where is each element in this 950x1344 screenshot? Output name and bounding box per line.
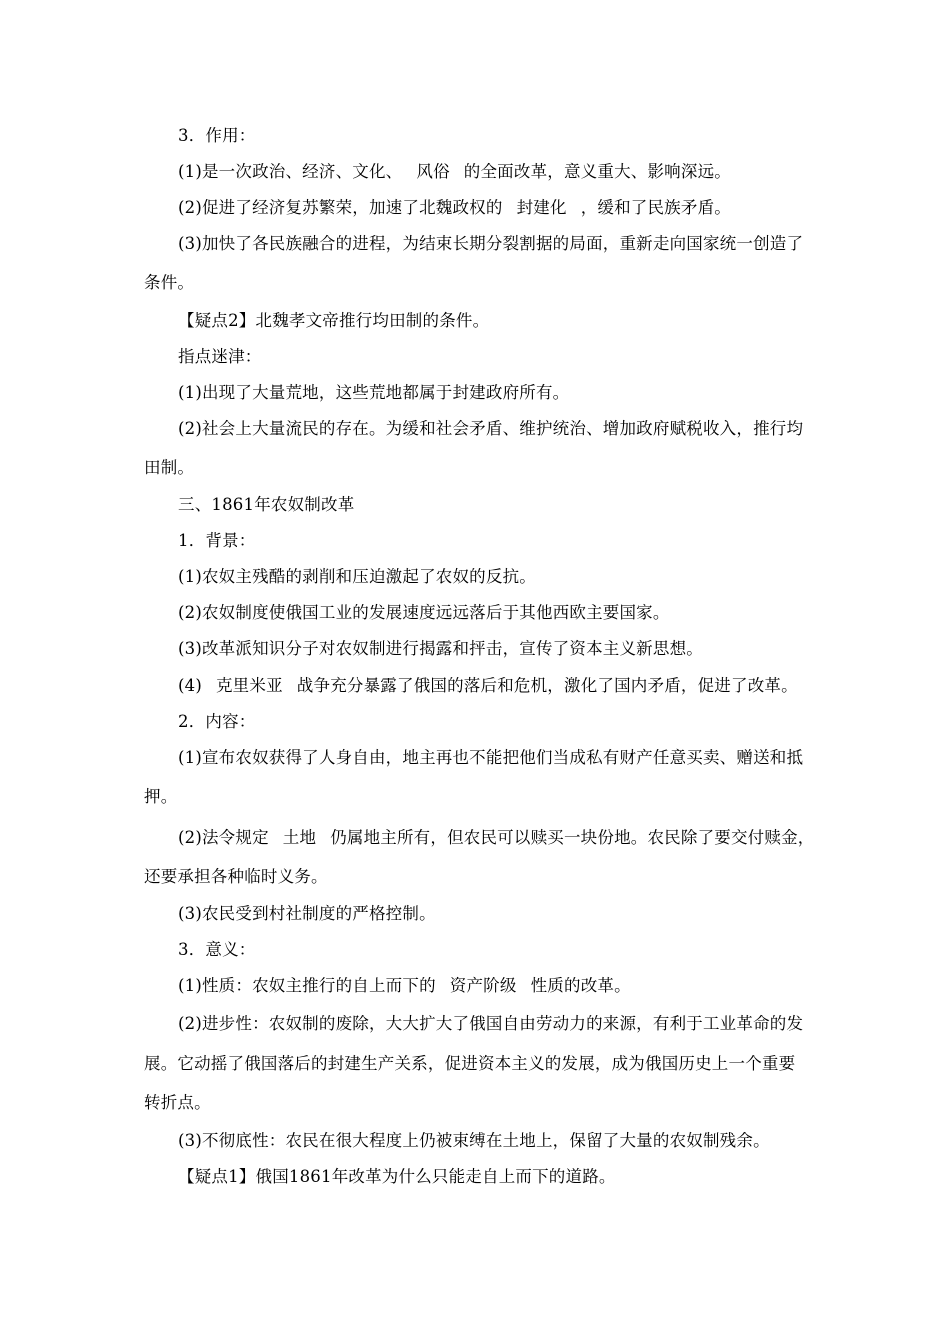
paragraph-effect-3: (3)加快了各民族融合的进程，为结束长期分裂割据的局面，重新走向国家统一创造了 bbox=[178, 234, 804, 253]
guidance-item-2-cont: 田制。 bbox=[144, 458, 195, 477]
background-item-2: (2)农奴制度使俄国工业的发展速度远远落后于其他西欧主要国家。 bbox=[178, 603, 670, 622]
paragraph-effect-2: (2)促进了经济复苏繁荣，加速了北魏政权的 封建化 ，缓和了民族矛盾。 bbox=[178, 198, 731, 217]
background-item-3: (3)改革派知识分子对农奴制进行揭露和抨击，宣传了资本主义新思想。 bbox=[178, 639, 703, 658]
guidance-item-1: (1)出现了大量荒地，这些荒地都属于封建政府所有。 bbox=[178, 383, 570, 402]
fill-blank-answer: 资产阶级 bbox=[449, 976, 517, 995]
content-item-3: (3)农民受到村社制度的严格控制。 bbox=[178, 904, 436, 923]
significance-item-2: (2)进步性：农奴制的废除，大大扩大了俄国自由劳动力的来源，有利于工业革命的发 bbox=[178, 1014, 804, 1033]
significance-item-3: (3)不彻底性：农民在很大程度上仍被束缚在土地上，保留了大量的农奴制残余。 bbox=[178, 1131, 770, 1150]
section-heading-serf-reform: 三、1861年农奴制改革 bbox=[178, 495, 355, 514]
guidance-item-2: (2)社会上大量流民的存在。为缓和社会矛盾、维护统治、增加政府赋税收入，推行均 bbox=[178, 419, 804, 438]
paragraph-effect-3-cont: 条件。 bbox=[144, 273, 195, 292]
significance-item-2-cont-1: 展。它动摇了俄国落后的封建生产关系，促进资本主义的发展，成为俄国历史上一个重要 bbox=[144, 1054, 796, 1073]
section-heading-effect: 3．作用： bbox=[178, 126, 256, 145]
guidance-heading: 指点迷津： bbox=[178, 347, 262, 366]
significance-item-2-cont-2: 转折点。 bbox=[144, 1093, 211, 1112]
background-item-1: (1)农奴主残酷的剥削和压迫激起了农奴的反抗。 bbox=[178, 567, 536, 586]
paragraph-effect-1: (1)是一次政治、经济、文化、 风俗 的全面改革，意义重大、影响深远。 bbox=[178, 162, 731, 181]
fill-blank-answer: 封建化 bbox=[516, 198, 567, 217]
background-item-4: (4) 克里米亚 战争充分暴露了俄国的落后和危机，激化了国内矛盾，促进了改革。 bbox=[178, 676, 798, 695]
content-item-2: (2)法令规定 土地 仍属地主所有，但农民可以赎买一块份地。农民除了要交付赎金， bbox=[178, 828, 815, 847]
doubt-point-2: 【疑点2】北魏孝文帝推行均田制的条件。 bbox=[178, 311, 490, 330]
fill-blank-answer: 克里米亚 bbox=[215, 676, 283, 695]
subsection-background: 1．背景： bbox=[178, 531, 256, 550]
content-item-1-cont: 押。 bbox=[144, 787, 178, 806]
subsection-significance: 3．意义： bbox=[178, 940, 256, 959]
doubt-point-1: 【疑点1】俄国1861年改革为什么只能走自上而下的道路。 bbox=[178, 1167, 616, 1186]
significance-item-1: (1)性质：农奴主推行的自上而下的 资产阶级 性质的改革。 bbox=[178, 976, 631, 995]
subsection-content: 2．内容： bbox=[178, 712, 256, 731]
fill-blank-answer: 土地 bbox=[282, 828, 317, 847]
content-item-2-cont: 还要承担各种临时义务。 bbox=[144, 867, 328, 886]
fill-blank-answer: 风俗 bbox=[416, 162, 450, 181]
content-item-1: (1)宣布农奴获得了人身自由，地主再也不能把他们当成私有财产任意买卖、赠送和抵 bbox=[178, 748, 804, 767]
